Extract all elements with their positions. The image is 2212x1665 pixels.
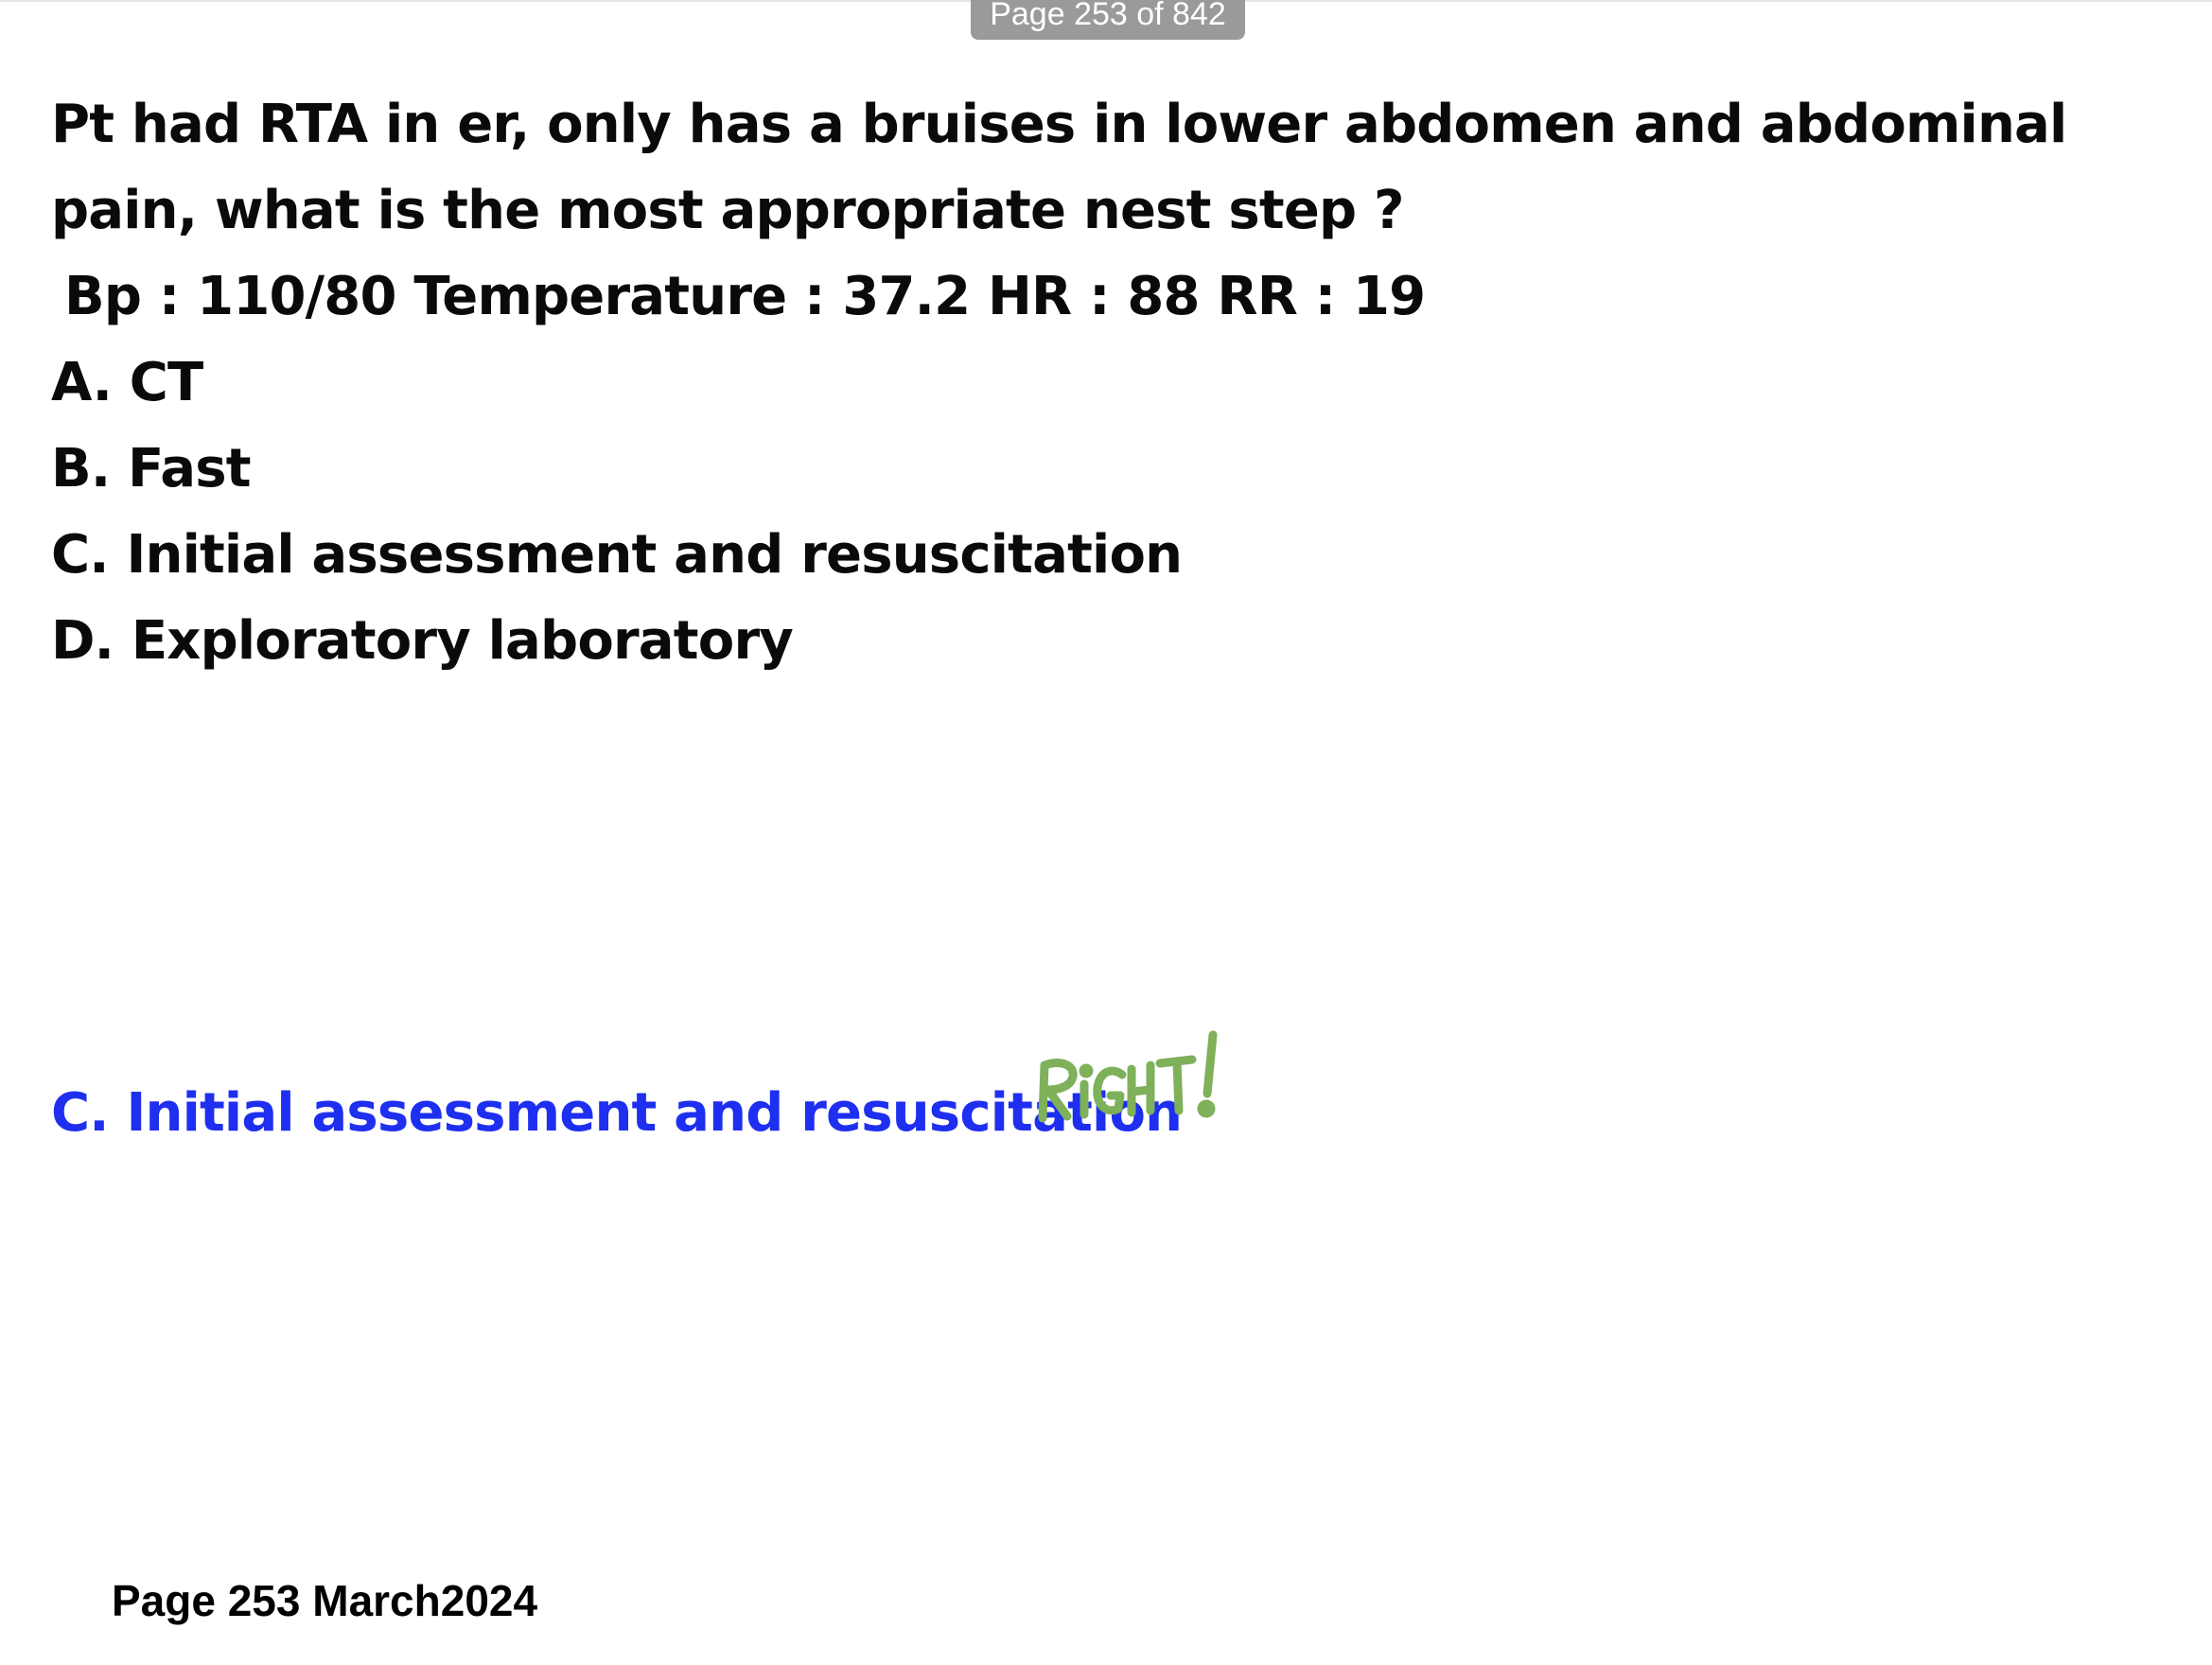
option-a: A. CT xyxy=(51,352,203,413)
option-b: B. Fast xyxy=(51,438,251,500)
option-c: C. Initial assessment and resuscitation xyxy=(51,524,1183,586)
page-indicator-text: Page 253 of 842 xyxy=(990,0,1226,32)
vital-signs: Bp : 110/80 Temperature : 37.2 HR : 88 RR : 19 xyxy=(64,266,1426,327)
correct-answer: C. Initial assessment and resuscitation xyxy=(51,1082,1183,1144)
option-d: D. Exploratory laboratory xyxy=(51,610,793,672)
footer-page-label: Page 253 March2024 xyxy=(112,1576,538,1625)
question-text: Pt had RTA in er, only has a bruises in lower abdomen and abdominal pain, what is the most appropriate nest step ? xyxy=(51,94,2067,241)
page-indicator-badge xyxy=(971,0,1245,40)
answer-options xyxy=(51,340,1182,684)
right-stamp xyxy=(1033,1027,1232,1131)
